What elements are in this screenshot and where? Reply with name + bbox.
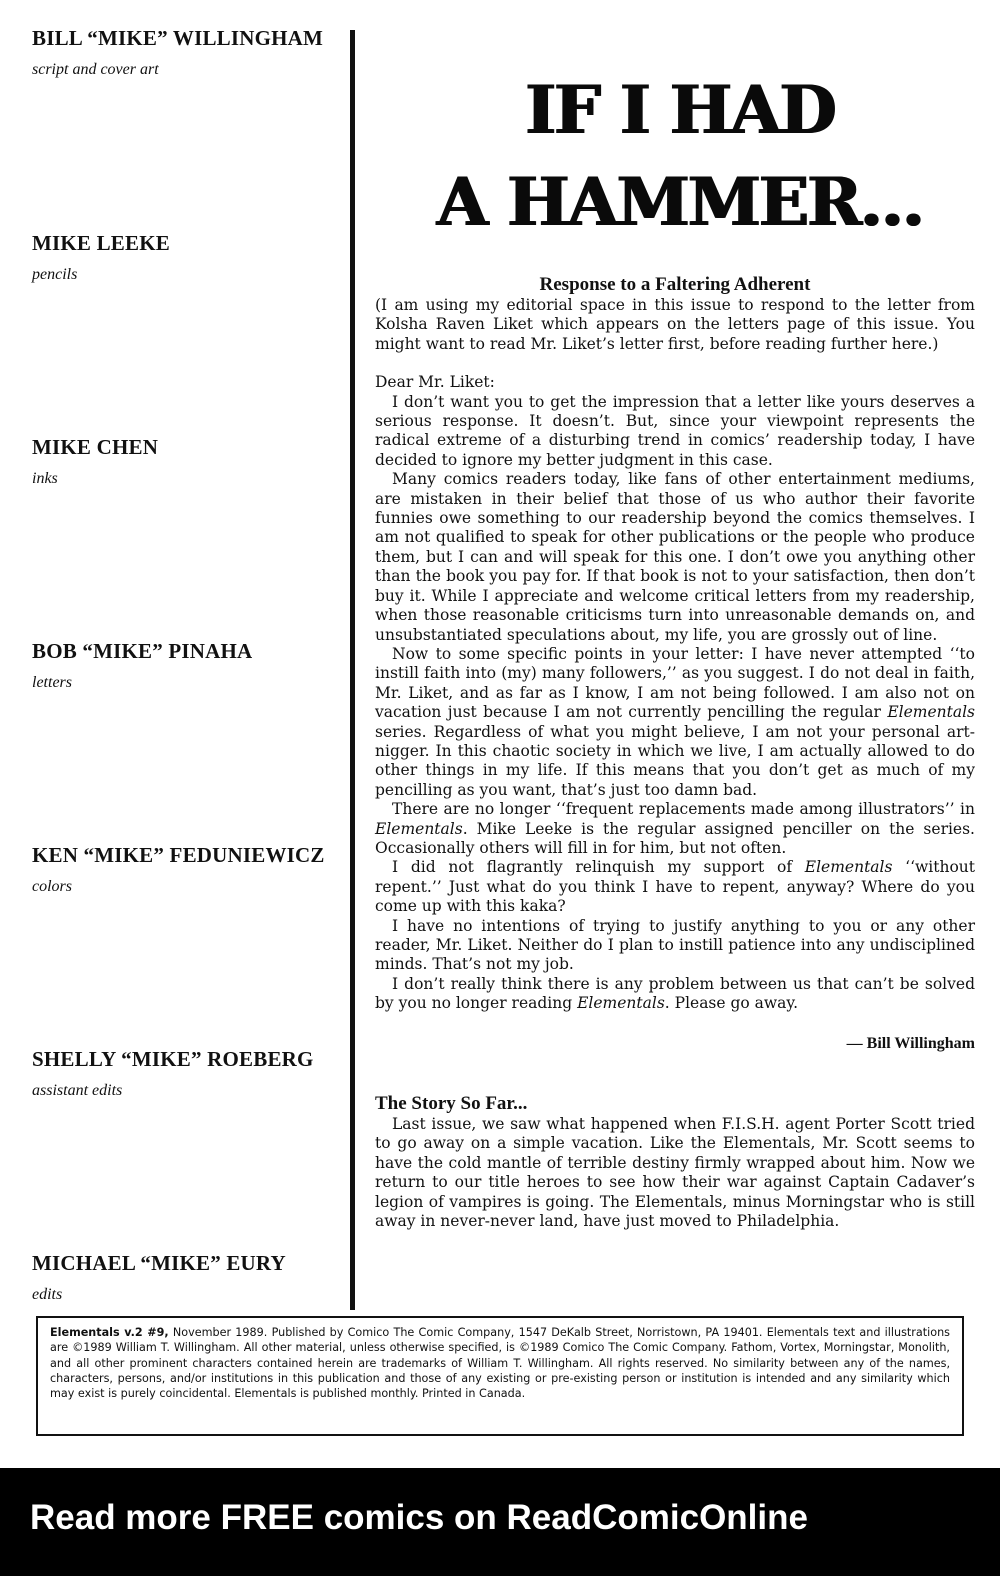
credit-writer [32, 26, 342, 80]
credit-editor [32, 1251, 342, 1305]
credit-name: SHELLY “MIKE” ROEBERG [32, 1047, 314, 1071]
promo-banner-text[interactable]: Read more FREE comics on ReadComicOnline [30, 1498, 808, 1537]
column-divider [350, 30, 355, 1310]
credit-role: colors [32, 878, 72, 895]
credit-role: inks [32, 470, 58, 487]
credit-name: KEN “MIKE” FEDUNIEWICZ [32, 843, 325, 867]
credit-role: pencils [32, 266, 78, 283]
paragraph [375, 975, 975, 1014]
paragraph: I have no intentions of trying to justify anything to you or any other reader, Mr. Liket. Neither do I plan to instill patience into any undisciplined minds. That’s not my job. [375, 916, 975, 974]
credit-letterer [32, 639, 342, 693]
salutation: Dear Mr. Liket: [375, 373, 495, 392]
text-run: There are no longer ‘‘frequent replacements made among illustrators’’ in [392, 800, 975, 819]
paragraph: Many comics readers today, like fans of other entertainment mediums, are mistaken in their belief that those of us who author their favorite funnies owe something to our readership beyond the comics themselves. I am not qualified to speak for other publications or the people who produce them, but I can and will speak for this one. I don’t owe you anything other than the book you pay for. If that book is not to your satisfaction, then don’t buy it. While I appreciate and welcome critical letters from my readership, when those reasonable criticisms turn into unreasonable demands on, and unsubstantiated speculations about, my life, you are grossly out of line. [375, 470, 975, 644]
text-run: I don’t really think there is any problem between us that can’t be solved by you no longer reading [375, 974, 975, 1013]
title-emphasis: Elementals [887, 703, 975, 722]
headline-line-2: A HAMMER... [437, 163, 923, 241]
editorial-article [375, 275, 975, 1231]
title-emphasis: Elementals [375, 819, 463, 838]
paragraph [375, 800, 975, 858]
paragraph: I don’t want you to get the impression that a letter like yours deserves a serious response. It doesn’t. But, since your viewpoint represents the radical extreme of a disturbing trend in comics’ readership today, I have decided to ignore my better judgment in this case. [375, 392, 975, 469]
credit-assistant-editor [32, 1047, 342, 1101]
story-so-far-title: The Story So Far... [375, 1093, 528, 1115]
headline-line-1: IF I HAD [525, 71, 835, 149]
credit-role: script and cover art [32, 61, 159, 78]
text-run: I did not flagrantly relinquish my support of [392, 858, 805, 877]
page-headline [365, 64, 995, 248]
credit-name: MIKE CHEN [32, 435, 159, 459]
indicia-box [36, 1316, 964, 1436]
response-intro: (I am using my editorial space in this issue to respond to the letter from Kolsha Raven Liket which appears on the letters page of this issue. You might want to read Mr. Liket’s letter first, before reading further here.) [375, 296, 975, 353]
signature: — Bill Willingham [846, 1034, 975, 1052]
text-run: . Please go away. [664, 994, 799, 1013]
paragraph [375, 858, 975, 916]
text-run: series. Regardless of what you might believe, I am not your personal art-nigger. In this chaotic society in which we live, I am actually allowed to do other things in my life. If this means that you don’t get as much of my pencilling as you want, that’s just too damn bad. [375, 722, 975, 799]
text-run: . Mike Leeke is the regular assigned penciller on the series. Occasionally others will fill in for him, but not often. [375, 819, 975, 857]
promo-banner[interactable] [0, 1468, 1000, 1576]
credit-inker [32, 435, 342, 489]
credit-name: MICHAEL “MIKE” EURY [32, 1251, 286, 1275]
title-emphasis: Elementals [577, 994, 665, 1013]
title-emphasis: Elementals [804, 858, 893, 877]
credit-name: MIKE LEEKE [32, 231, 170, 255]
credit-role: assistant edits [32, 1082, 123, 1099]
indicia-title: Elementals v.2 #9, [50, 1326, 169, 1339]
paragraph [375, 645, 975, 800]
credit-colorist [32, 843, 342, 897]
text-run: ‘‘without repent.’’ Just what do you think I have to repent, anyway? Where do you come up with this kaka? [375, 858, 975, 916]
credit-name: BILL “MIKE” WILLINGHAM [32, 26, 324, 50]
credit-penciller [32, 231, 342, 285]
credit-role: edits [32, 1286, 63, 1303]
indicia-text: November 1989. Published by Comico The Comic Company, 1547 DeKalb Street, Norristown, PA 19401. Elementals text and illustrations are ©1989 William T. Willingham. All other material, unless otherwise specified, is ©1989 Comico The Comic Company. Fathom, Vortex, Morningstar, Monolith, and all other prominent characters contained herein are trademarks of William T. Willingham. All rights reserved. No similarity between any of the names, characters, persons, and/or institutions in this publication and those of any existing or pre-existing person or institution is intended and any similarity which may exist is purely coincidental. Elementals is published monthly. Printed in Canada. [50, 1326, 951, 1401]
response-title: Response to a Faltering Adherent [539, 274, 811, 295]
credit-role: letters [32, 674, 72, 691]
credit-name: BOB “MIKE” PINAHA [32, 639, 253, 663]
story-so-far-text: Last issue, we saw what happened when F.I.S.H. agent Porter Scott tried to go away on a simple vacation. Like the Elementals, Mr. Scott seems to have the cold mantle of terrible destiny firmly wrapped about him. Now we return to our title heroes to see how their war against Captain Cadaver’s legion of vampires is going. The Elementals, minus Morningstar who is still away in never-never land, have just moved to Philadelphia. [375, 1115, 975, 1231]
text-run: Now to some specific points in your letter: I have never attempted ‘‘to instill faith into (my) many followers,’’ as you suggest. I do not deal in faith, Mr. Liket, and as far as I know, I am not being followed. I am also not on vacation just because I am not currently pencilling the regular [375, 644, 975, 722]
